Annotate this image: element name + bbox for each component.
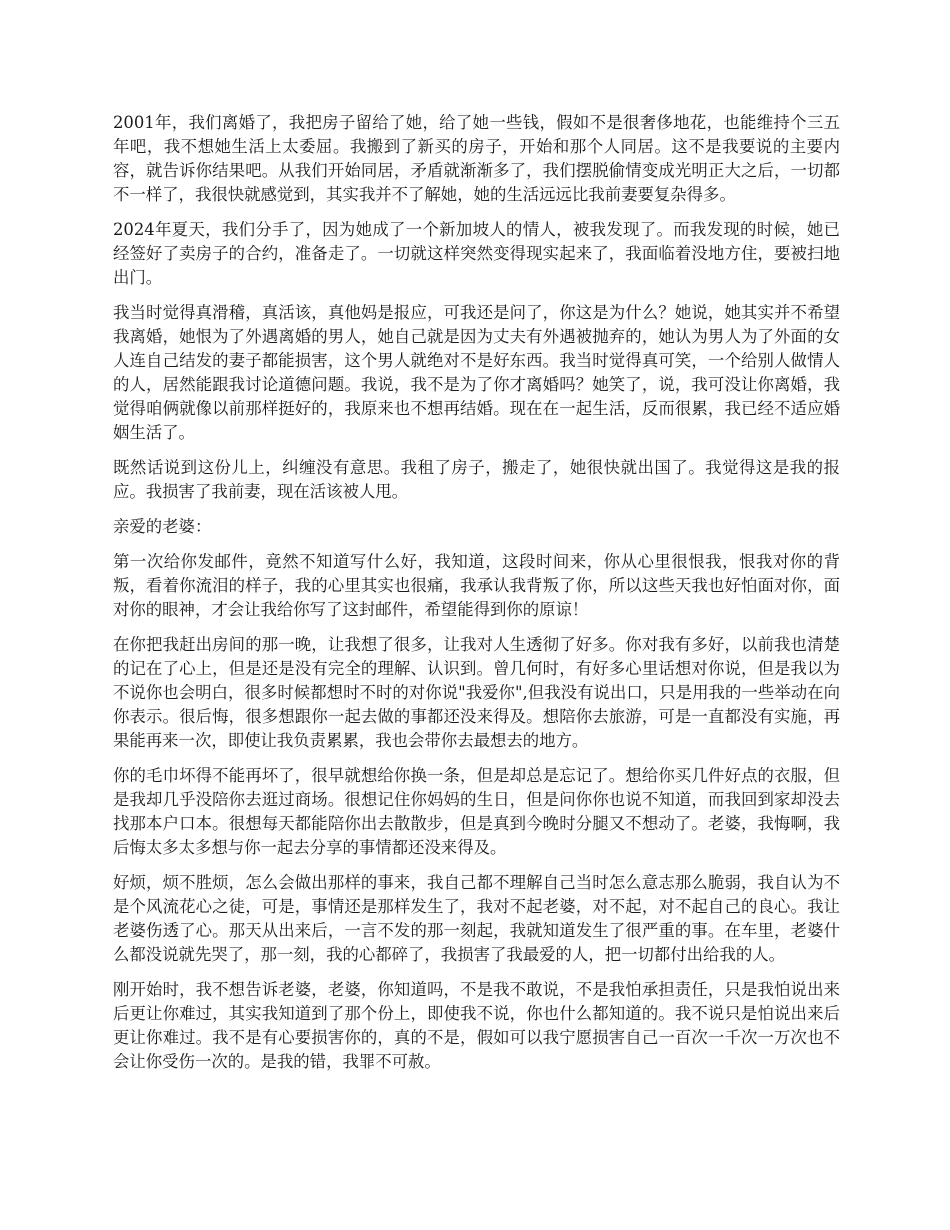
paragraph: 你的毛巾坏得不能再坏了，很早就想给你换一条，但是却总是忘记了。想给你买几件好点的衣服，但是我却几乎没陪你去逛过商场。很想记住你妈妈的生日，但是问你你也说不知道，而我回到家却没去找那本户口本。很想每天都能陪你出去散散步，但是真到今晚时分腿又不想动了。老婆，我悔啊，我后悔太多太多想与你一起去分享的事情都还没来得及。 <box>113 766 840 857</box>
paragraph: 在你把我赶出房间的那一晚，让我想了很多，让我对人生透彻了好多。你对我有多好，以前我也清楚的记在了心上，但是还是没有完全的理解、认识到。曾几何时，有好多心里话想对你说，但是我以为不说你也会明白，很多时候都想时不时的对你说"我爱你",但我没有说出口，只是用我的一些举动在向你表示。很后悔，很多想跟你一起去做的事都还没来得及。想陪你去旅游，可是一直都没有实施，再果能再来一次，即使让我负责累累，我也会带你去最想去的地方。 <box>113 635 840 750</box>
paragraph: 刚开始时，我不想告诉老婆，老婆，你知道吗，不是我不敢说，不是我怕承担责任，只是我怕说出来后更让你难过，其实我知道到了那个份上，即使我不说，你也什么都知道的。我不说只是怕说出来后更让你难过。我不是有心要损害你的，真的不是，假如可以我宁愿损害自己一百次一千次一万次也不会让你受伤一次的。是我的错，我罪不可赦。 <box>113 980 840 1071</box>
paragraph: 好烦，烦不胜烦，怎么会做出那样的事来，我自己都不理解自己当时怎么意志那么脆弱，我自认为不是个风流花心之徒，可是，事情还是那样发生了，我对不起老婆，对不起，对不起自己的良心。我让老婆伤透了心。那天从出来后，一言不发的那一刻起，我就知道发生了很严重的事。在车里，老婆什么都没说就先哭了，那一刻，我的心都碎了，我损害了我最爱的人，把一切都付出给我的人。 <box>113 873 840 964</box>
paragraph: 2001年，我们离婚了，我把房子留给了她，给了她一些钱，假如不是很奢侈地花，也能维持个三五年吧，我不想她生活上太委屈。我搬到了新买的房子，开始和那个人同居。这不是我要说的主要内容，就告诉你结果吧。从我们开始同居，矛盾就渐渐多了，我们摆脱偷情变成光明正大之后，一切都不一样了，我很快就感觉到，其实我并不了解她，她的生活远远比我前妻要复杂得多。 <box>113 113 840 204</box>
paragraph: 第一次给你发邮件，竟然不知道写什么好，我知道，这段时间来，你从心里很恨我，恨我对你的背叛，看着你流泪的样子，我的心里其实也很痛，我承认我背叛了你，所以这些天我也好怕面对你，面对你的眼神，才会让我给你写了这封邮件，希望能得到你的原谅！ <box>113 552 840 619</box>
paragraph: 2024年夏天，我们分手了，因为她成了一个新加坡人的情人，被我发现了。而我发现的时候，她已经签好了卖房子的合约，准备走了。一切就这样突然变得现实起来了，我面临着没地方住，要被扫地出门。 <box>113 220 840 287</box>
salutation: 亲爱的老婆： <box>113 517 212 536</box>
paragraph: 既然话说到这份儿上，纠缠没有意思。我租了房子，搬走了，她很快就出国了。我觉得这是我的报应。我损害了我前妻，现在活该被人甩。 <box>113 458 840 501</box>
paragraph: 我当时觉得真滑稽，真活该，真他妈是报应，可我还是问了，你这是为什么？她说，她其实并不希望我离婚，她恨为了外遇离婚的男人，她自己就是因为丈夫有外遇被抛弃的，她认为男人为了外面的女人连自己结发的妻子都能损害，这个男人就绝对不是好东西。我当时觉得真可笑，一个给别人做情人的人，居然能跟我讨论道德问题。我说，我不是为了你才离婚吗？她笑了，说，我可没让你离婚，我觉得咱俩就像以前那样挺好的，我原来也不想再结婚。现在在一起生活，反而很累，我已经不适应婚姻生活了。 <box>113 303 840 442</box>
document-body <box>113 111 840 1085</box>
